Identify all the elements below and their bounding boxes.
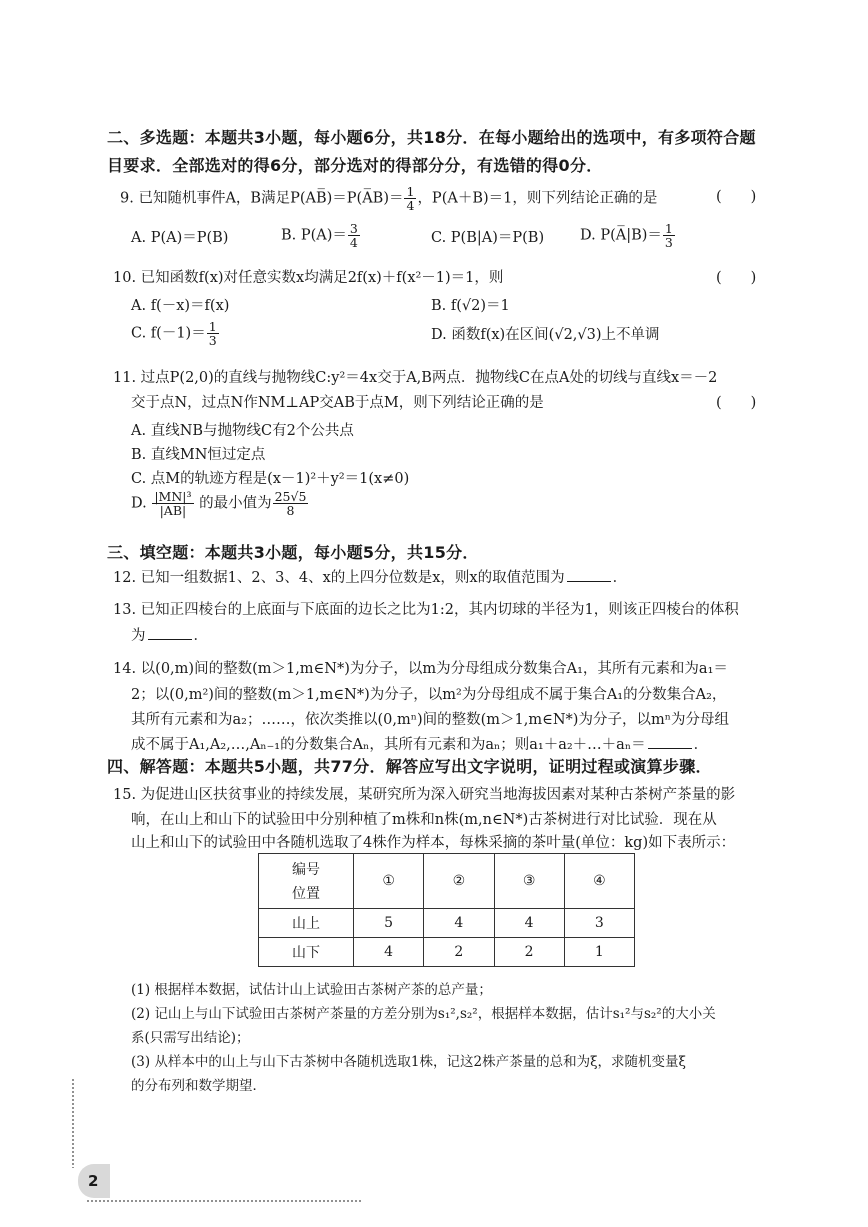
subquestion-2-line2: 系(只需写出结论)； [131, 1030, 250, 1046]
subquestion-3-line2: 的分布列和数学期望． [131, 1078, 266, 1094]
section-4-title: 四、解答题：本题共5小题，共77分．解答应写出文字说明，证明过程或演算步骤． [107, 757, 712, 776]
question-number: 15. [113, 787, 137, 803]
option-a: A. 直线NB与抛物线C有2个公共点 [131, 423, 354, 439]
question-text: ，P(A＋B)＝1，则下列结论正确的是 [417, 190, 658, 207]
question-text: 已知函数f(x)对任意实数x均满足2f(x)＋f(x²－1)＝1，则 [140, 270, 504, 286]
option-c: C. P(B|A)＝P(B) [431, 230, 545, 246]
question-14: 14. 以(0,m)间的整数(m＞1,m∈N*)为分子，以m为分母组成分数集合A₁，其所有元素和为a₁＝ [113, 661, 728, 677]
tea-yield-table [258, 853, 635, 967]
table-row [259, 909, 635, 938]
option-d: D. P(A̅|B)＝ $\frac{1}{3}$ [580, 221, 673, 250]
question-15-line2: 响，在山上和山下的试验田中分别种植了m株和n株(m,n∈N*)古茶树进行对比试验．现在从 [131, 812, 717, 828]
answer-blank [148, 638, 192, 640]
question-9 [120, 185, 657, 212]
table-cell: 2 [494, 938, 564, 967]
subquestion-2-line1: (2) 记山上与山下试验田古茶树产茶量的方差分别为s₁²,s₂²，根据样本数据，估计s₁²与s₂²的大小关 [131, 1006, 716, 1022]
column-header: ④ [564, 854, 634, 909]
question-15: 15. 为促进山区扶贫事业的持续发展，某研究所为深入研究当地海拔因素对某种古茶树产茶量的影 [113, 787, 736, 803]
question-number: 9. [120, 190, 134, 207]
answer-blank [648, 747, 692, 749]
option-b: B. 直线MN恒过定点 [131, 447, 266, 463]
table-cell: 2 [424, 938, 494, 967]
subquestion-1: (1) 根据样本数据，试估计山上试验田古茶树产茶的总产量； [131, 982, 492, 998]
question-10 [113, 266, 503, 287]
page-number: 2 [78, 1164, 110, 1198]
option-a: A. P(A)＝P(B) [131, 230, 229, 246]
row-label: 山上 [259, 909, 354, 938]
question-14-line3: 其所有元素和为a₂；……，依次类推以(0,mⁿ)间的整数(m＞1,m∈N*)为分子，以mⁿ为分母组 [131, 712, 729, 728]
question-13: 13. 已知正四棱台的上底面与下底面的边长之比为1:2，其内切球的半径为1，则该正四棱台的体积 [113, 602, 739, 618]
question-number: 10. [113, 270, 137, 286]
subquestion-3-line1: (3) 从样本中的山上与山下古茶树中各随机选取1株，记这2株产茶量的总和为ξ，求随机变量ξ [131, 1054, 686, 1070]
question-14-line4: 成不属于A₁,A₂,…,Aₙ₋₁的分数集合Aₙ，其所有元素和为aₙ；则a₁＋a₂＋…＋aₙ＝ ． [131, 737, 709, 753]
option-c: C. f(－1)＝ $\frac{1}{3}$ [131, 319, 217, 348]
column-header: ② [424, 854, 494, 909]
table-header-row [259, 854, 635, 909]
section-2-title-line1: 二、多选题：本题共3小题，每小题6分，共18分．在每小题给出的选项中，有多项符合题 [107, 128, 756, 147]
option-d: D. $\frac{\text{|MN|³}}{|AB|}$ 的最小值为 $\frac{25√5}{8}$ [131, 489, 307, 518]
question-13-line2: 为 ． [131, 628, 208, 644]
table-corner-header: 编号 位置 [259, 854, 354, 909]
table-cell: 4 [494, 909, 564, 938]
question-number: 13. [113, 602, 137, 618]
option-d: D. 函数f(x)在区间(√2,√3)上不单调 [431, 327, 660, 343]
question-15-line3: 山上和山下的试验田中各随机选取了4株作为样本，每株采摘的茶叶量(单位：kg)如下表所示： [131, 835, 736, 851]
question-14-line2: 2；以(0,m²)间的整数(m＞1,m∈N*)为分子，以m²为分母组成不属于集合A₁的分数集合A₂， [131, 687, 727, 703]
option-c: C. 点M的轨迹方程是(x－1)²＋y²＝1(x≠0) [131, 471, 410, 487]
question-number: 11. [113, 370, 137, 386]
option-b: B. f(√2)＝1 [431, 298, 510, 314]
table-cell: 3 [564, 909, 634, 938]
row-label: 山下 [259, 938, 354, 967]
option-a: A. f(－x)＝f(x) [131, 298, 230, 314]
column-header: ① [354, 854, 424, 909]
section-3-title: 三、填空题：本题共3小题，每小题5分，共15分． [107, 543, 479, 562]
table-cell: 5 [354, 909, 424, 938]
table-cell: 4 [354, 938, 424, 967]
answer-paren: ( ) [716, 395, 757, 411]
decorative-dotted-border [86, 1200, 361, 1202]
section-2-title-line2: 目要求．全部选对的得6分，部分选对的得部分分，有选错的得0分． [107, 156, 603, 175]
question-text: 过点P(2,0)的直线与抛物线C:y²＝4x交于A,B两点．抛物线C在点A处的切线与直线x＝－2 [140, 370, 718, 386]
question-12: 12. 已知一组数据1、2、3、4、x的上四分位数是x，则x的取值范围为 ． [113, 570, 628, 586]
answer-paren: ( ) [716, 270, 757, 286]
question-text-line2: 交于点N，过点N作NM⊥AP交AB于点M，则下列结论正确的是 [131, 395, 544, 411]
answer-paren: ( ) [716, 189, 757, 205]
table-row [259, 938, 635, 967]
column-header: ③ [494, 854, 564, 909]
fraction: $\frac{1}{4}$ [406, 184, 415, 213]
question-11 [113, 366, 717, 387]
question-text: 已知随机事件A，B满足P(AB̅)＝P(A̅B)＝ [138, 190, 404, 207]
answer-blank [567, 580, 611, 582]
table-cell: 1 [564, 938, 634, 967]
table-cell: 4 [424, 909, 494, 938]
decorative-dotted-border [72, 1078, 74, 1168]
question-number: 12. [113, 570, 137, 586]
option-b: B. P(A)＝ $\frac{3}{4}$ [281, 221, 358, 250]
question-number: 14. [113, 661, 137, 677]
